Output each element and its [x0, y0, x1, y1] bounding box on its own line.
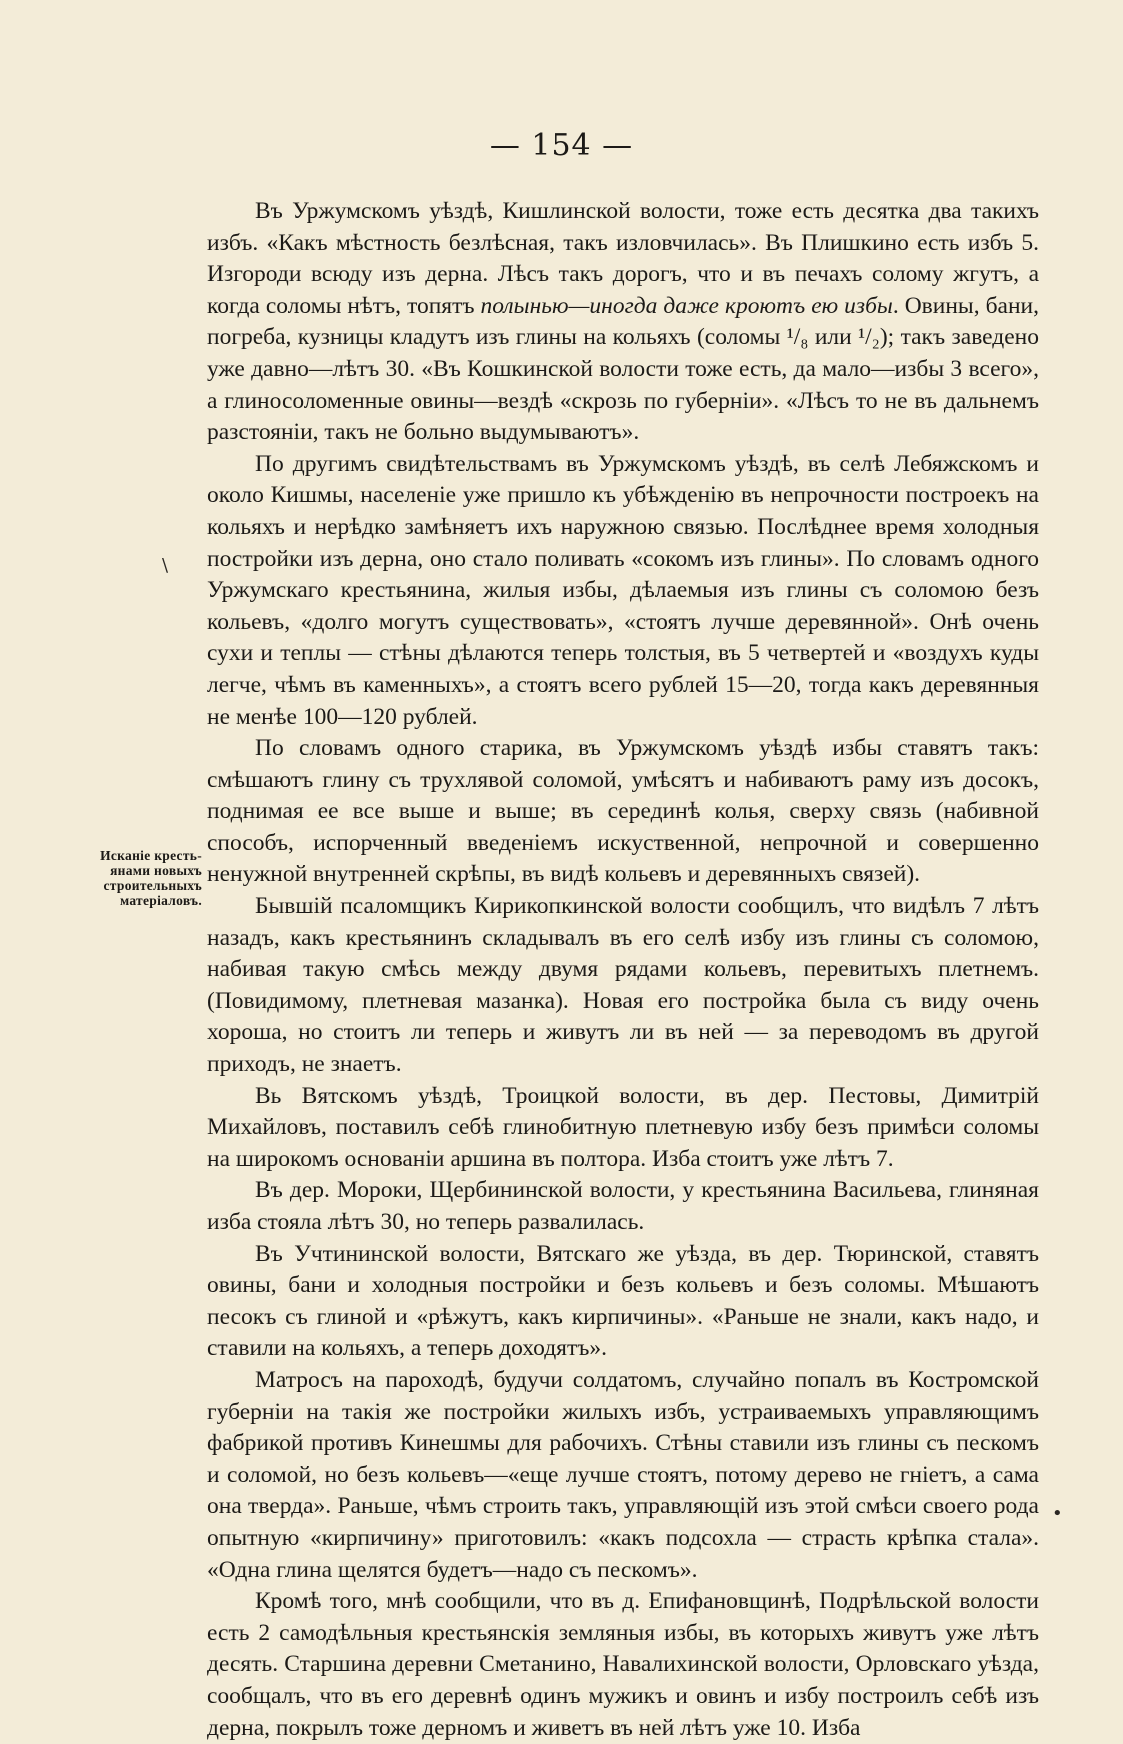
margin-note-line: янами новыхъ — [110, 863, 202, 878]
paragraph — [207, 1365, 1039, 1586]
paragraph — [207, 1081, 1039, 1176]
text-run: Въ Учтининской волости, Вятскаго же уѣзда, въ дер. Тюринской, ставятъ овины, бани и холодныя постройки и безъ кольевъ и безъ соломы. Мѣшаютъ песокъ съ глиной и «рѣжутъ, какъ кирпичины». «Раньше не знали, какъ надо, и ставили на кольяхъ, а теперь доходятъ». — [207, 1240, 1039, 1362]
text-run: Въ Уржумскомъ уѣздѣ, Кишлинской волости, тоже есть десятка два такихъ избъ. «Какъ мѣстность безлѣсная, такъ изловчилась». Въ Плишкино есть избъ 5. Изгороди всюду изъ дерна. Лѣсъ такъ дорогъ, что и въ печахъ солому жгутъ, а когда соломы нѣтъ, топятъ — [207, 198, 1039, 319]
text-run: Кромѣ того, мнѣ сообщили, что въ д. Епифановщинѣ, Подрѣльской волости есть 2 самодѣльныя крестьянскія земляныя избы, въ которыхъ живутъ уже лѣтъ десять. Старшина деревни Сметанино, Навалихинской волости, Орловскаго уѣзда, сообщалъ, что въ его деревнѣ одинъ мужикъ и овинъ и избу построилъ себѣ изъ дерна, покрылъ тоже дерномъ и живетъ въ ней лѣтъ уже 10. Изба — [207, 1588, 1039, 1741]
margin-note-line: строительныхъ — [103, 878, 202, 893]
paragraph — [207, 1175, 1039, 1238]
margin-note — [60, 848, 202, 908]
text-run: Вь Вятскомъ уѣздѣ, Троицкой волости, въ дер. Пестовы, Димитрій Михайловъ, поставилъ себѣ глинобитную плетневую избу безъ примѣси соломы на широкомъ основаніи аршина въ полтора. Изба стоитъ уже лѣтъ 7. — [207, 1082, 1039, 1172]
text-run: По словамъ одного старика, въ Уржумскомъ уѣздѣ избы ставятъ такъ: смѣшаютъ глину съ трухлявой соломой, умѣсятъ и набиваютъ раму изъ досокъ, поднимая ее все выше и выше; въ серединѣ колья, сверху связь (набивной способъ, испорченный введеніемъ искуственной, непрочной и совершенно ненужной внутренней скрѣпы, въ видѣ кольевъ и деревянныхъ связей). — [207, 735, 1039, 888]
paragraph — [207, 449, 1039, 733]
paragraph — [207, 1586, 1039, 1744]
text-run: Матросъ на пароходѣ, будучи солдатомъ, случайно попалъ въ Костромской губерніи на такія же постройки жилыхъ избъ, устраиваемыхъ управляющимъ фабрикой противъ Кинешмы для рабочихъ. Стѣны ставили изъ глины съ пескомъ и соломой, но безъ кольевъ—«еще лучше стоятъ, потому дерево не гніетъ, а сама она тверда». Раньше, чѣмъ строить такъ, управляющій изъ этой смѣси своего рода опытную «кирпичину» приготовилъ: «какъ подсохла — страсть крѣпка стала». «Одна глина щелятся будетъ—надо съ пескомъ». — [207, 1366, 1039, 1583]
paragraph — [207, 196, 1039, 449]
stray-mark: \ — [162, 555, 169, 576]
stray-mark: • — [1052, 1503, 1063, 1524]
page-number: — 154 — — [489, 128, 634, 163]
margin-note-line: матеріаловъ. — [119, 893, 202, 908]
body-text — [207, 196, 1039, 1744]
paragraph — [207, 1239, 1039, 1365]
text-run: Бывшій псаломщикъ Кирикопкинской волости сообщилъ, что видѣлъ 7 лѣтъ назадъ, какъ крестьянинъ складывалъ въ его селѣ избу изъ глины съ соломою, набивая такую смѣсь между двумя рядами кольевъ, перевитыхъ плетнемъ. (Повидимому, плетневая мазанка). Новая его постройка была съ виду очень хороша, но стоитъ ли теперь и живутъ ли въ ней — за переводомъ въ другой приходъ, не знаетъ. — [207, 893, 1039, 1078]
margin-note-line: Исканіе кресть- — [100, 848, 202, 863]
italic-run: полынью—иногда даже кроютъ ею избы — [480, 292, 893, 319]
text-run: Въ дер. Мороки, Щербининской волости, у крестьянина Васильева, глиняная изба стояла лѣтъ 30, но теперь развалилась. — [207, 1177, 1039, 1235]
paragraph — [207, 733, 1039, 891]
text-run: По другимъ свидѣтельствамъ въ Уржумскомъ уѣздѣ, въ селѣ Лебяжскомъ и около Кишмы, населеніе уже пришло къ убѣжденію въ непрочности построекъ на кольяхъ и нерѣдко замѣняетъ ихъ наружною связью. Послѣднее время холодныя постройки изъ дерна, оно стало поливать «сокомъ изъ глины». По словамъ одного Уржумскаго крестьянина, жилыя избы, дѣлаемыя изъ глины съ соломою безъ кольевъ, «долго могутъ существовать», «стоятъ лучше деревянной». Онѣ очень сухи и теплы — стѣны дѣлаются теперь толстыя, въ 5 четвертей и «воздухъ куды легче, чѣмъ въ каменныхъ», а стоятъ всего рублей 15—20, тогда какъ деревянныя не менѣе 100—120 рублей. — [207, 450, 1039, 730]
paragraph — [207, 891, 1039, 1081]
text-run: . Овины, бани, погреба, кузницы кладутъ изъ глины на кольяхъ (соломы ¹/₈ или ¹/₂); такъ заведено уже давно—лѣтъ 30. «Въ Кошкинской волости тоже есть, да мало—избы 3 всего», а глиносоломенные овины—вездѣ «скрозь по губерніи». «Лѣсъ то не въ дальнемъ разстояніи, такъ не больно выдумываютъ». — [207, 292, 1039, 446]
